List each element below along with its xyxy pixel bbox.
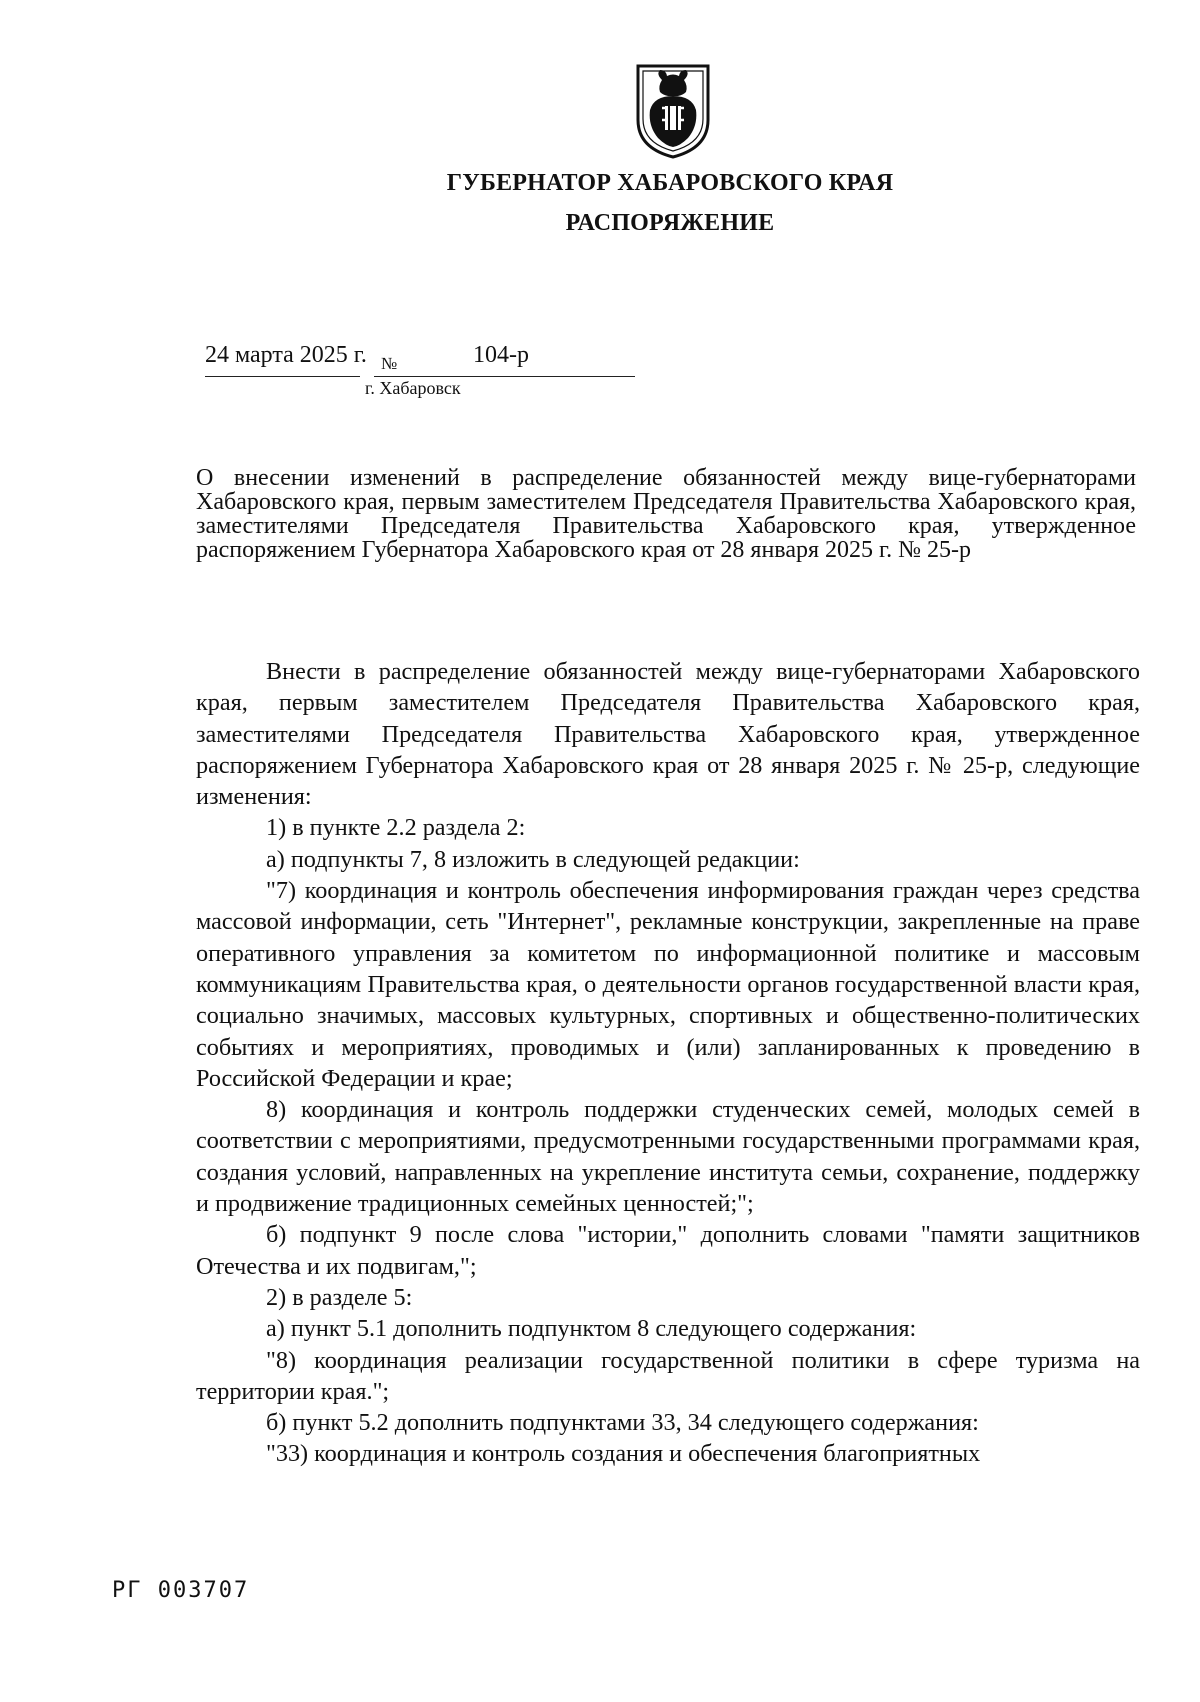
body-paragraph: 8) координация и контроль поддержки студенческих семей, молодых семей в соответствии с мероприятиями, предусмотренными государственными программами края, создания условий, направленных на укрепление института семьи, сохранение, поддержку и продвижение традиционных семейных ценностей;";: [196, 1096, 1140, 1218]
body-paragraph: а) пункт 5.1 дополнить подпунктом 8 следующего содержания:: [266, 1315, 917, 1343]
body-paragraph: а) подпункты 7, 8 изложить в следующей редакции:: [266, 845, 800, 873]
document-city: г. Хабаровск: [365, 378, 461, 398]
document-body: [196, 656, 1140, 1470]
body-paragraph: "7) координация и контроль обеспечения информирования граждан через средства массовой информации, сеть "Интернет", рекламные конструкции, закрепленные на праве оперативного управления за комитетом по информационной политике и массовым коммуникациям Правительства края, о деятельности органов государственной власти края, социально значимых, массовых культурных, спортивных и общественно-политических событиях и мероприятиях, проводимых и (или) запланированных к проведению в Российской Федерации и крае;: [196, 877, 1140, 1092]
body-paragraph: б) подпункт 9 после слова "истории," дополнить словами "памяти защитников Отечества и их подвигам,";: [196, 1221, 1140, 1280]
body-paragraph: 1) в пункте 2.2 раздела 2:: [266, 814, 526, 842]
number-sign: №: [381, 354, 398, 373]
document-number: 104-р: [473, 342, 529, 368]
body-paragraph: 2) в разделе 5:: [266, 1283, 413, 1311]
body-paragraph: "8) координация реализации государственной политики в сфере туризма на территории края.";: [196, 1346, 1140, 1405]
body-paragraph: Внести в распределение обязанностей между вице-губернаторами Хабаровского края, первым заместителем Председателя Правительства Хабаровского края, заместителями Председателя Правительства Хабаровского края, утвержденное распоряжением Губернатора Хабаровского края от 28 января 2025 г. № 25-р, следующие изменения:: [196, 658, 1140, 811]
coat-of-arms-icon: [632, 62, 714, 160]
body-paragraph: б) пункт 5.2 дополнить подпунктами 33, 34 следующего содержания:: [266, 1409, 979, 1437]
document-date: 24 марта 2025 г.: [205, 342, 367, 368]
document-subject: О внесении изменений в распределение обязанностей между вице-губернаторами Хабаровского края, первым заместителем Председателя Правительства Хабаровского края, заместителями Председателя Правительства Хабаровского края, утвержденное распоряжением Губернатора Хабаровского края от 28 января 2025 г. № 25-р: [196, 465, 1136, 563]
form-serial-code: РГ 003707: [112, 1578, 250, 1603]
date-number-line: [205, 338, 635, 377]
document-type-title: РАСПОРЯЖЕНИЕ: [565, 210, 775, 236]
authority-title: ГУБЕРНАТОР ХАБАРОВСКОГО КРАЯ: [446, 170, 894, 196]
body-paragraph: "33) координация и контроль создания и обеспечения благоприятных: [266, 1440, 981, 1468]
